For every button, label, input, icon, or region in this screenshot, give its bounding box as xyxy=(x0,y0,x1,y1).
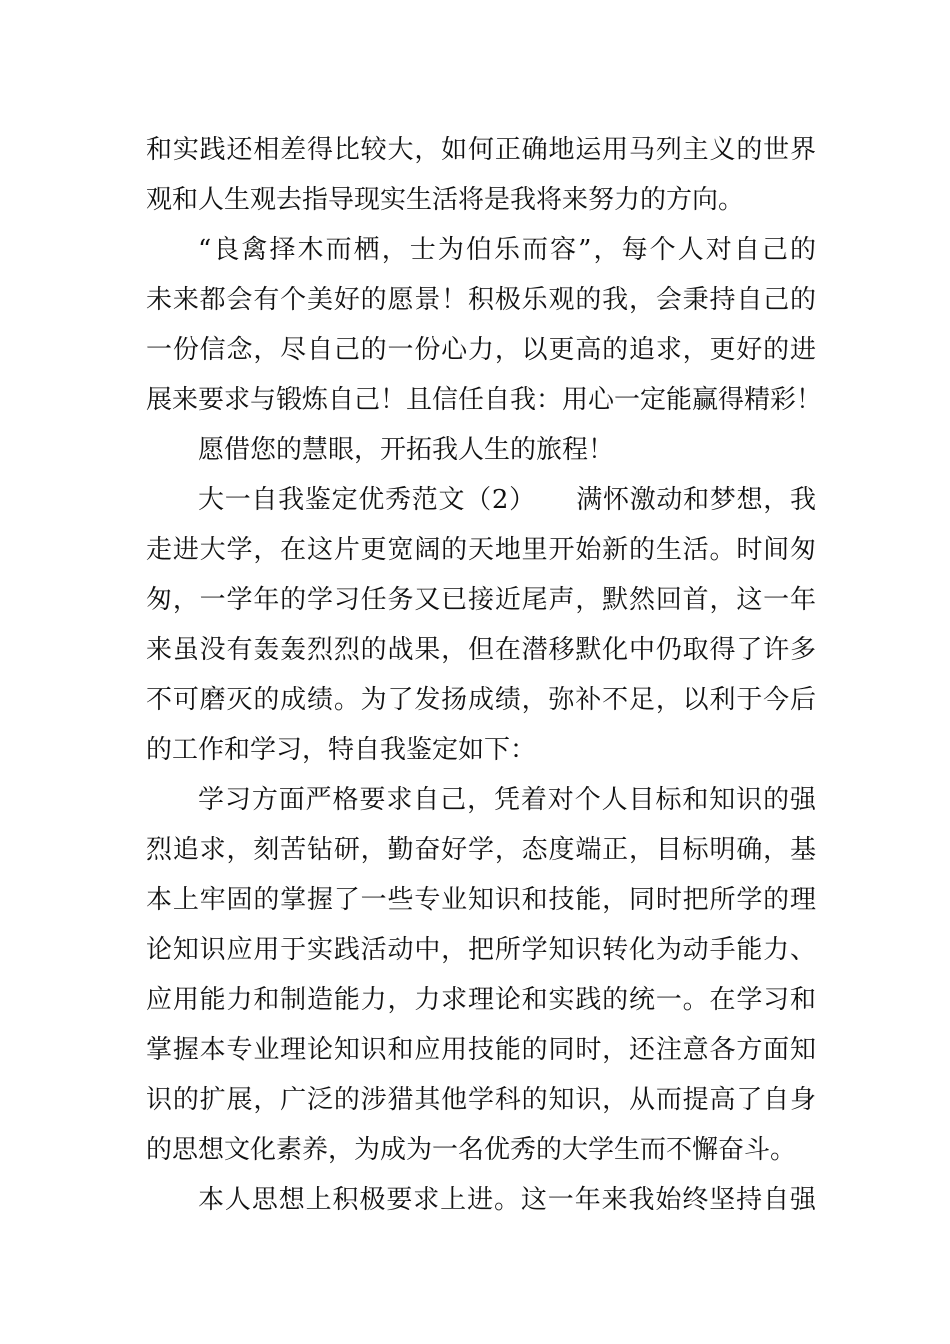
text-line: 掌握本专业理论知识和应用技能的同时，还注意各方面知 xyxy=(146,1035,816,1065)
text-line: 识的扩展，广泛的涉猎其他学科的知识，从而提高了自身 xyxy=(146,1085,816,1115)
text-line: 愿借您的慧眼，开拓我人生的旅程！ xyxy=(198,435,615,465)
text-line: “良禽择木而栖，士为伯乐而容”，每个人对自己的 xyxy=(198,235,816,265)
text-line: 本人思想上积极要求上进。这一年来我始终坚持自强 xyxy=(198,1185,816,1215)
text-line: 学习方面严格要求自己，凭着对个人目标和知识的强 xyxy=(198,785,816,815)
text-line: 本上牢固的掌握了一些专业知识和技能，同时把所学的理 xyxy=(146,885,816,915)
text-line: 来虽没有轰轰烈烈的战果，但在潜移默化中仍取得了许多 xyxy=(146,635,816,665)
text-line: 走进大学，在这片更宽阔的天地里开始新的生活。时间匆 xyxy=(146,535,816,565)
text-line: 论知识应用于实践活动中，把所学知识转化为动手能力、 xyxy=(146,935,816,965)
text-line: 匆，一学年的学习任务又已接近尾声，默然回首，这一年 xyxy=(146,585,816,615)
text-line: 展来要求与锻炼自己！且信任自我：用心一定能赢得精彩！ xyxy=(146,385,823,415)
text-line: 一份信念，尽自己的一份心力，以更高的追求，更好的进 xyxy=(146,335,816,365)
text-line: 大一自我鉴定优秀范文（2） 满怀激动和梦想，我 xyxy=(198,485,816,515)
text-line: 烈追求，刻苦钻研，勤奋好学，态度端正，目标明确，基 xyxy=(146,835,816,865)
text-line: 和实践还相差得比较大，如何正确地运用马列主义的世界 xyxy=(146,135,816,165)
text-line: 的工作和学习，特自我鉴定如下： xyxy=(146,735,537,765)
text-line: 观和人生观去指导现实生活将是我将来努力的方向。 xyxy=(146,185,745,215)
text-line: 的思想文化素养，为成为一名优秀的大学生而不懈奋斗。 xyxy=(146,1135,797,1165)
text-line: 不可磨灭的成绩。为了发扬成绩，弥补不足，以利于今后 xyxy=(146,685,816,715)
text-line: 未来都会有个美好的愿景！积极乐观的我，会秉持自己的 xyxy=(146,285,816,315)
text-line: 应用能力和制造能力，力求理论和实践的统一。在学习和 xyxy=(146,985,816,1015)
